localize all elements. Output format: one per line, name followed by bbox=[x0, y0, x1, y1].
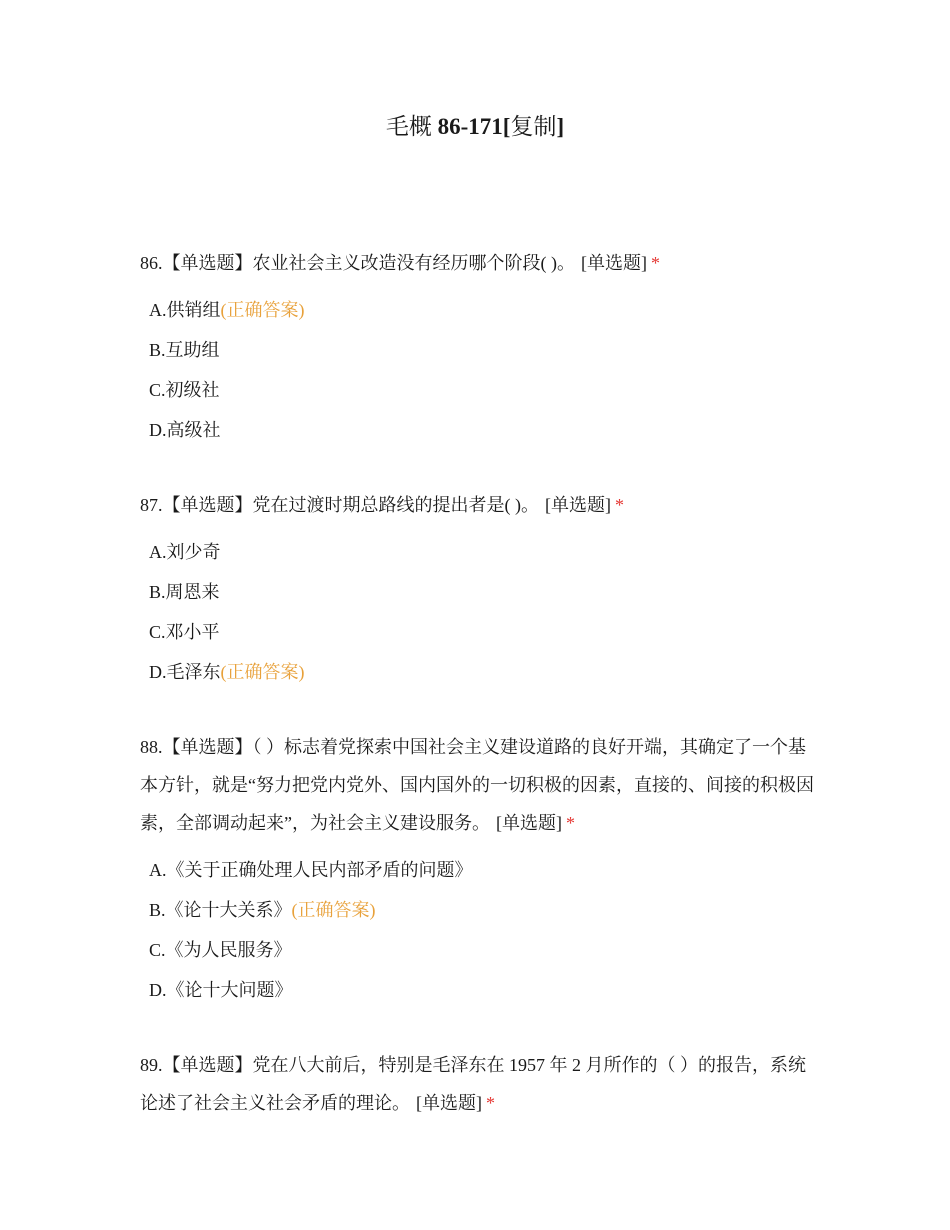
option-c[interactable]: C.邓小平 bbox=[149, 622, 220, 642]
option-list bbox=[149, 850, 815, 1010]
option-d[interactable]: D.高级社 bbox=[149, 420, 221, 440]
question-87 bbox=[140, 486, 815, 692]
option-b[interactable]: B.《论十大关系》(正确答案) bbox=[149, 900, 376, 920]
question-kind: [单选题] bbox=[545, 495, 611, 515]
required-mark: * bbox=[566, 813, 575, 833]
question-kind: [单选题] bbox=[416, 1093, 482, 1113]
title-bracket-close: ] bbox=[556, 114, 565, 139]
title-prefix: 毛概 bbox=[385, 114, 438, 139]
option-a[interactable]: A.供销组(正确答案) bbox=[149, 300, 305, 320]
correct-answer-marker: (正确答案) bbox=[291, 900, 376, 920]
option-c[interactable]: C.《为人民服务》 bbox=[149, 940, 292, 960]
question-stem: 88.【单选题】（ ）标志着党探索中国社会主义建设道路的良好开端，其确定了一个基本方针，就是“努力把党内党外、国内国外的一切积极的因素，直接的、间接的积极因素，全部调动起来”，为社会主义建设服务。 [单选题] * bbox=[140, 737, 814, 833]
required-mark: * bbox=[651, 253, 660, 273]
correct-answer-marker: (正确答案) bbox=[220, 300, 305, 320]
option-b[interactable]: B.周恩来 bbox=[149, 582, 220, 602]
question-kind: [单选题] bbox=[581, 253, 647, 273]
page-title bbox=[0, 112, 950, 142]
question-86 bbox=[140, 244, 815, 450]
option-list bbox=[149, 532, 815, 692]
question-88 bbox=[140, 728, 815, 1010]
title-range: 86-171[ bbox=[437, 114, 511, 139]
option-list bbox=[149, 290, 815, 450]
question-stem: 89.【单选题】党在八大前后，特别是毛泽东在 1957 年 2 月所作的（ ）的报告，系统论述了社会主义社会矛盾的理论。 [单选题] * bbox=[140, 1055, 806, 1113]
option-c[interactable]: C.初级社 bbox=[149, 380, 220, 400]
question-89 bbox=[140, 1046, 815, 1122]
question-stem: 87.【单选题】党在过渡时期总路线的提出者是( )。 [单选题] * bbox=[140, 495, 624, 515]
option-a[interactable]: A.刘少奇 bbox=[149, 542, 221, 562]
title-suffix: 复制 bbox=[510, 114, 557, 139]
required-mark: * bbox=[615, 495, 624, 515]
question-stem: 86.【单选题】农业社会主义改造没有经历哪个阶段( )。 [单选题] * bbox=[140, 253, 660, 273]
option-b[interactable]: B.互助组 bbox=[149, 340, 220, 360]
option-a[interactable]: A.《关于正确处理人民内部矛盾的问题》 bbox=[149, 860, 473, 880]
option-d[interactable]: D.《论十大问题》 bbox=[149, 980, 293, 1000]
option-d[interactable]: D.毛泽东(正确答案) bbox=[149, 662, 305, 682]
required-mark: * bbox=[486, 1093, 495, 1113]
correct-answer-marker: (正确答案) bbox=[220, 662, 305, 682]
question-kind: [单选题] bbox=[496, 813, 562, 833]
